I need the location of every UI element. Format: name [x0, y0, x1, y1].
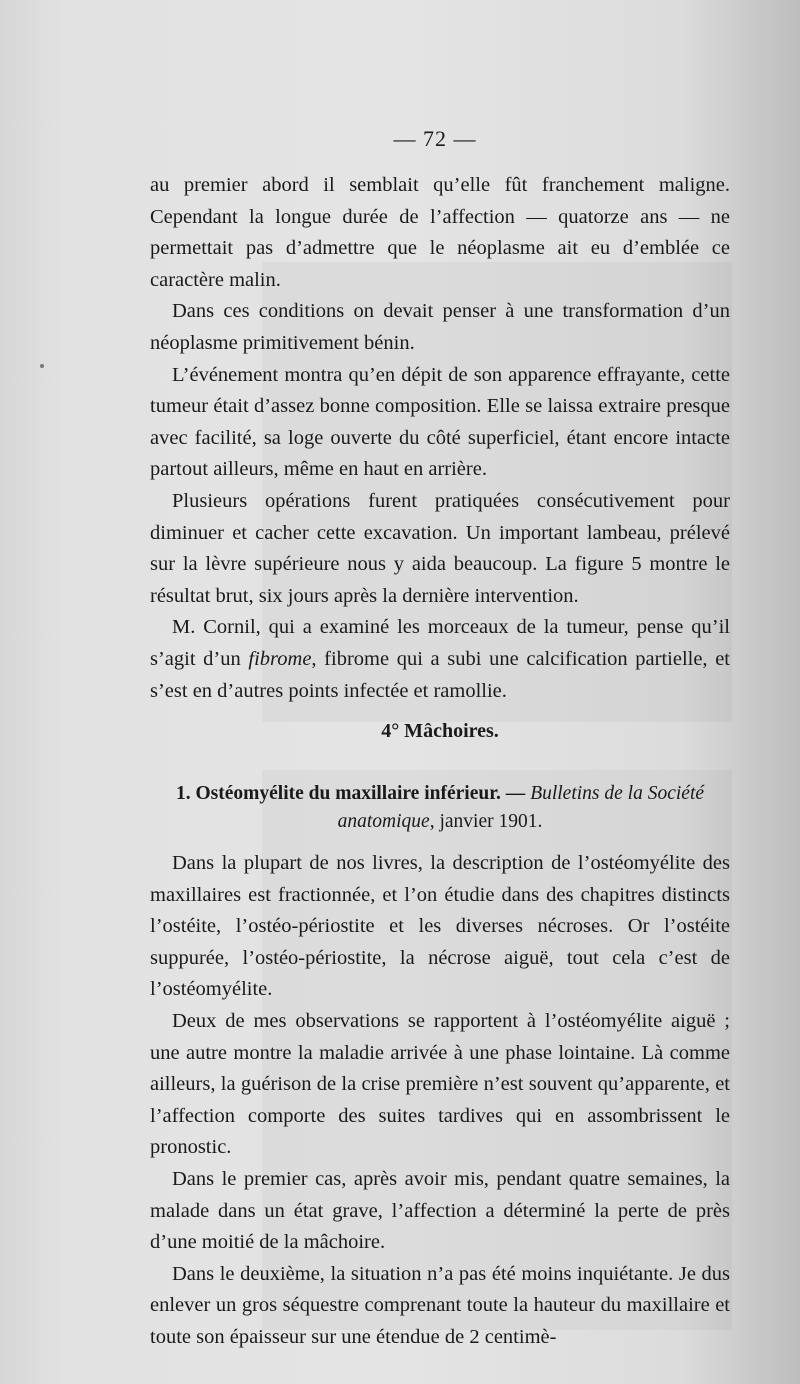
cornil-text-before: M. Cornil, qui a examiné les morceaux de la tumeur, pense qu’il s’agit d’un: [150, 616, 730, 670]
paragraph: Dans ces conditions on devait penser à une transformation d’un néoplasme primitivement bénin.: [150, 300, 730, 354]
paragraph: Dans le premier cas, après avoir mis, pendant quatre semaines, la malade dans un état grave, l’affection a déterminé la perte de près d’une moitié de la mâchoire.: [150, 1167, 730, 1254]
entry-title: 1. Ostéomyélite du maxillaire inférieur. —: [175, 783, 526, 804]
paragraph: Dans le deuxième, la situation n’a pas été moins inquiétante. Je dus enlever un gros séquestre comprenant toute la hauteur du maxillaire et toute son épaisseur sur une étendue de 2 centimè-: [150, 1262, 730, 1348]
paragraph: Plusieurs opérations furent pratiquées consécutivement pour diminuer et cacher cette excavation. Un important lambeau, prélevé sur la lèvre supérieure nous y aida beaucoup. La figure 5 montre le résultat brut, six jours après la dernière intervention.: [150, 489, 730, 607]
paragraph: Deux de mes observations se rapportent à l’ostéomyélite aiguë ; une autre montre la maladie arrivée à une phase lointaine. Là comme ailleurs, la guérison de la crise première n’est souvent qu’apparente, et l’affection comporte des suites tardives qui en assombrissent le pronostic.: [150, 1009, 730, 1159]
entry-date: , janvier 1901.: [429, 811, 543, 832]
cornil-italic-term: fibrome: [248, 647, 312, 670]
section-heading: 4° Mâchoires.: [381, 720, 499, 742]
bottom-text-block: [150, 848, 730, 1354]
paragraph: Dans la plupart de nos livres, la description de l’ostéomyélite des maxillaires est fractionnée, et l’on étudie dans des chapitres distincts l’ostéite, l’ostéo-périostite et les diverses nécroses. Or l’ostéite suppurée, l’ostéo-périostite, la nécrose aiguë, tout cela c’est de l’ostéomyélite.: [150, 852, 730, 1001]
paragraph: L’événement montra qu’en dépit de son apparence effrayante, cette tumeur était d’assez bonne composition. Elle se laissa extraire presque avec facilité, sa loge ouverte du côté superficiel, étant encore intacte partout ailleurs, même en haut en arrière.: [150, 363, 730, 481]
paragraph: au premier abord il semblait qu’elle fût franchement maligne. Cependant la longue durée de l’affection — quatorze ans — ne permettait pas d’admettre que le néoplasme ait eu d’emblée ce caractère malin.: [150, 174, 730, 291]
entry-journal: Bulletins de la Société anatomique: [337, 783, 705, 832]
bibliographic-entry: [150, 780, 730, 836]
top-text-block: [150, 170, 730, 707]
paper-speck: [40, 364, 44, 368]
page-number: — 72 —: [393, 126, 477, 151]
paragraph-cornil: [150, 612, 730, 707]
cornil-text-after: , fibrome qui a subi une calcification partielle, et s’est en d’autres points infectée et ramollie.: [150, 647, 730, 702]
